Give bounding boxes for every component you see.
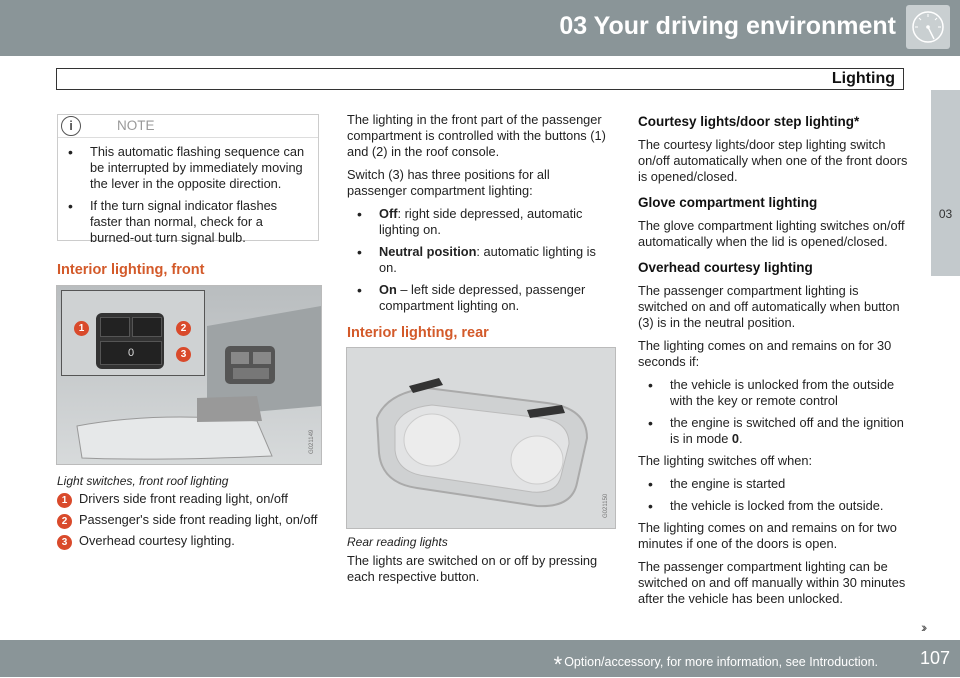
list-item: • the vehicle is locked from the outside. bbox=[638, 498, 910, 514]
reading-light-button-right bbox=[132, 317, 162, 337]
section-bar bbox=[56, 68, 904, 90]
heading-overhead-courtesy: Overhead courtesy lighting bbox=[638, 260, 813, 275]
legend-number: 3 bbox=[57, 535, 72, 550]
switch-closeup bbox=[61, 290, 205, 376]
list-item: • the engine is started bbox=[638, 476, 910, 492]
heading-courtesy-lights: Courtesy lights/door step lighting* bbox=[638, 114, 860, 129]
column-2 bbox=[347, 112, 613, 320]
footnote-text: Option/accessory, for more information, see Introduction. bbox=[564, 655, 878, 669]
front-figure-caption: Light switches, front roof lighting bbox=[57, 474, 229, 488]
list-item: • the vehicle is unlocked from the outside with the key or remote control bbox=[638, 377, 910, 409]
legend-row bbox=[57, 491, 319, 507]
legend-number: 2 bbox=[57, 514, 72, 529]
info-icon: i bbox=[61, 116, 81, 136]
gauge-icon bbox=[906, 5, 950, 49]
callout-1: 1 bbox=[74, 321, 89, 336]
paragraph: The lighting in the front part of the passenger compartment is controlled with the buttons (1) and (2) in the roof console. bbox=[347, 112, 606, 159]
callout-3: 3 bbox=[176, 347, 191, 362]
note-list bbox=[58, 144, 308, 246]
legend-text: Overhead courtesy lighting. bbox=[79, 533, 235, 548]
paragraph: The passenger compartment lighting is switched on and off automatically when button (3) is in the neutral position. bbox=[638, 283, 900, 330]
chapter-tab-label: 03 bbox=[938, 207, 953, 221]
paragraph: The courtesy lights/door step lighting switch on/off automatically when one of the front doors is opened/closed. bbox=[638, 137, 908, 184]
figure-code: G021150 bbox=[603, 493, 609, 518]
legend-number: 1 bbox=[57, 493, 72, 508]
paragraph: Switch (3) has three positions for all passenger compartment lighting: bbox=[347, 167, 550, 198]
conditions-off-list bbox=[638, 476, 910, 514]
heading-interior-front: Interior lighting, front bbox=[57, 262, 205, 278]
rear-paragraph: The lights are switched on or off by pressing each respective button. bbox=[347, 553, 598, 584]
legend-text: Passenger's side front reading light, on/off bbox=[79, 512, 318, 527]
front-lighting-figure bbox=[56, 285, 322, 465]
callout-2: 2 bbox=[176, 321, 191, 336]
list-item: • On – left side depressed, passenger compartment lighting on. bbox=[347, 282, 613, 314]
footnote-star: * bbox=[553, 652, 563, 677]
note-title: NOTE bbox=[117, 118, 155, 133]
heading-glove-compartment: Glove compartment lighting bbox=[638, 195, 818, 210]
note-header bbox=[58, 115, 318, 138]
note-item: • If the turn signal indicator flashes faster than normal, check for a burned-out turn signal bulb. bbox=[58, 198, 308, 246]
switch-panel bbox=[96, 313, 164, 369]
page-header bbox=[0, 0, 960, 56]
footnote bbox=[554, 652, 878, 678]
note-item: • This automatic flashing sequence can be interrupted by immediately moving the lever in the opposite direction. bbox=[58, 144, 308, 192]
next-page-arrows-icon: ›› bbox=[921, 619, 925, 635]
column-3 bbox=[638, 114, 910, 614]
chapter-title: 03 Your driving environment bbox=[559, 12, 896, 40]
section-title: Lighting bbox=[831, 70, 895, 87]
conditions-on-list bbox=[638, 377, 910, 447]
list-item: • Off: right side depressed, automatic lighting on. bbox=[347, 206, 613, 238]
note-box bbox=[57, 114, 319, 245]
legend-row bbox=[57, 512, 319, 528]
page-number: 107 bbox=[919, 648, 950, 668]
paragraph: The passenger compartment lighting can be switched on and off manually within 30 minutes after the vehicle has been unlocked. bbox=[638, 559, 906, 606]
paragraph: The lighting switches off when: bbox=[638, 453, 813, 468]
list-item: • Neutral position: automatic lighting is on. bbox=[347, 244, 613, 276]
courtesy-light-switch: 0 bbox=[100, 341, 162, 365]
rear-figure-caption: Rear reading lights bbox=[347, 535, 448, 549]
figure-code: G021149 bbox=[309, 429, 315, 454]
rear-lighting-figure bbox=[346, 347, 616, 529]
reading-light-button-left bbox=[100, 317, 130, 337]
page-footer bbox=[0, 640, 960, 677]
paragraph: The glove compartment lighting switches on/off automatically when the lid is opened/closed. bbox=[638, 218, 905, 249]
legend-row bbox=[57, 533, 319, 549]
legend-text: Drivers side front reading light, on/off bbox=[79, 491, 288, 506]
list-item: • the engine is switched off and the ignition is in mode 0. bbox=[638, 415, 910, 447]
switch-positions-list bbox=[347, 206, 613, 314]
heading-interior-rear: Interior lighting, rear bbox=[347, 325, 489, 341]
paragraph: The lighting comes on and remains on for two minutes if one of the doors is open. bbox=[638, 520, 897, 551]
paragraph: The lighting comes on and remains on for 30 seconds if: bbox=[638, 338, 892, 369]
front-legend bbox=[57, 491, 319, 554]
chapter-tab bbox=[931, 90, 960, 276]
